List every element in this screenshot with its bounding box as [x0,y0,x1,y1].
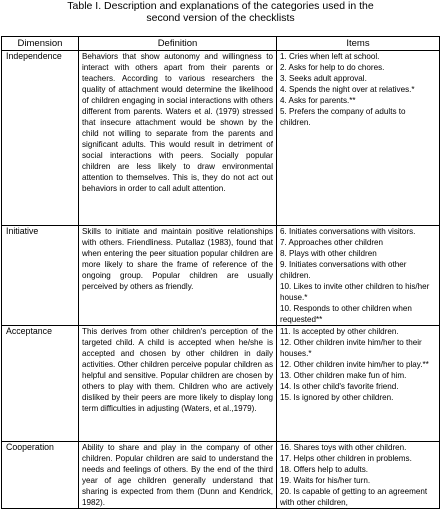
categories-table [1,36,440,509]
list-item: 1. Cries when left at school. [280,52,380,61]
table-row [2,51,440,226]
dimension-cell: Acceptance [2,326,79,442]
table-caption [0,0,441,24]
caption-line-2: second version of the checklists [146,12,295,24]
dimension-cell: Initiative [2,226,79,326]
list-item: 4. Spends the night over at relatives.* [280,85,415,94]
list-item: 4. Asks for parents.** [280,96,356,105]
items-cell [277,326,440,442]
header-row [2,37,440,51]
table-row [2,326,440,442]
dimension-cell: Independence [2,51,79,226]
items-cell [277,226,440,326]
list-item: 12. Other children invite him/her to their houses.* [280,338,422,358]
table-row [2,442,440,509]
caption-line-1: Table I. Description and explanations of the categories used in the [67,0,374,12]
list-item: 6. Initiates conversations with visitors. [280,227,416,236]
list-item: 10. Responds to other children when requested** [280,304,412,324]
definition-cell: Skills to initiate and maintain positive relationships with others. Friendliness. Putallaz (1983), found that when entering the peer situation popular children are more likely to share the frame of reference of the ongoing group. Popular children are usually perceived by others as friendly. [79,226,277,326]
list-item: 15. Is ignored by other children. [280,393,394,402]
items-cell [277,51,440,226]
list-item: 10. Likes to invite other children to his/her house.* [280,282,430,302]
list-item: 9. Initiates conversations with other children. [280,260,407,280]
list-item: 17. Helps other children in problems. [280,454,412,463]
items-cell [277,442,440,509]
list-item: 8. Plays with other children [280,249,377,258]
list-item: 19. Waits for his/her turn. [280,476,371,485]
header-dimension: Dimension [2,37,79,51]
list-item: 2. Asks for help to do chores. [280,63,385,72]
list-item: 20. Is capable of getting to an agreement with other children, [280,487,428,507]
list-item: 3. Seeks adult approval. [280,74,367,83]
list-item: 18. Offers help to adults. [280,465,369,474]
list-item: 14. Is other child's favorite friend. [280,382,399,391]
definition-cell: Behaviors that show autonomy and willingness to interact with others apart from their parents or teachers. According to various researchers the quality of attachment would determine the likelihood of children engaging in social interactions with others different from parents. Waters et al. (1979) stressed that insecure attachment would be shown by the child not willing to separate from the parents and significant adults. This would result in detriment of social interactions with peers. Socially popular children are less likely to draw environmental attention to themselves. This is, they do not act out behaviors in order to call adult attention. [79,51,277,226]
header-definition: Definition [79,37,277,51]
table-row [2,226,440,326]
list-item: 13. Other children make fun of him. [280,371,407,380]
definition-cell: This derives from other children's perception of the targeted child. A child is accepted when he/she is accepted and chosen by other children in daily activities. Other children perceive popular children as helpful and sensitive. Popular children are chosen by others to play with them. Children who are actively disliked by their peers are more likely to display long term difficulties in adjusting (Waters, et al.,1979). [79,326,277,442]
list-item: 7. Approaches other children [280,238,384,247]
list-item: 12. Other children invite him/her to play.** [280,360,429,369]
list-item: 5. Prefers the company of adults to children. [280,107,406,127]
list-item: 11. Is accepted by other children. [280,327,399,336]
header-items: Items [277,37,440,51]
list-item: 16. Shares toys with other children. [280,443,407,452]
dimension-cell: Cooperation [2,442,79,509]
definition-cell: Ability to share and play in the company of other children. Popular children are said to understand the needs and feelings of others. By the end of the third year of age children generally understand that sharing is expected from them (Dunn and Kendrick, 1982). [79,442,277,509]
